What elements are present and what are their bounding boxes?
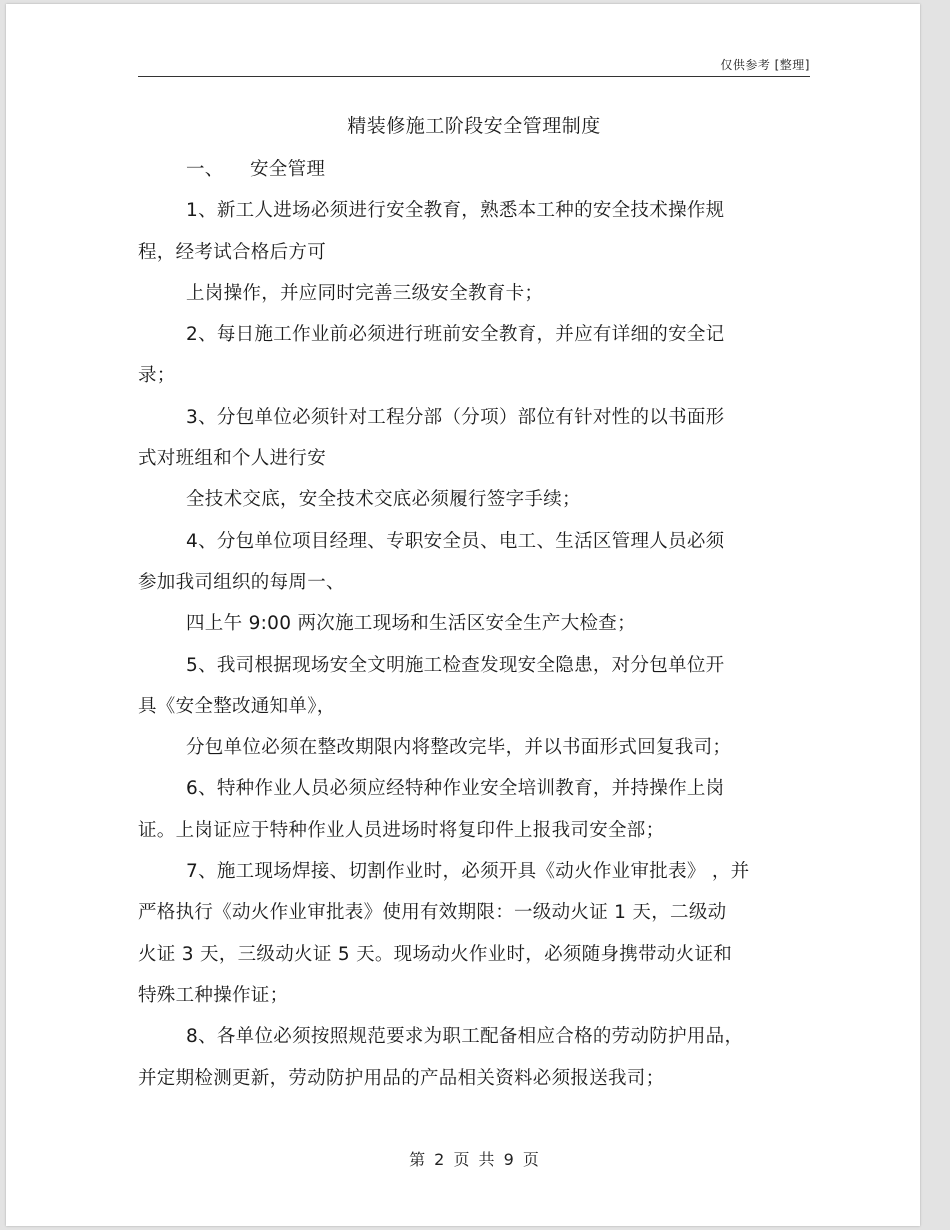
paragraph-line: 参加我司组织的每周一、 [138, 571, 345, 593]
document-title: 精装修施工阶段安全管理制度 [347, 115, 601, 137]
paragraph-line: 1、新工人进场必须进行安全教育，熟悉本工种的安全技术操作规 [186, 200, 725, 222]
section-number: 一、 [186, 159, 224, 180]
paragraph-line: 6、特种作业人员必须应经特种作业安全培训教育，并持操作上岗 [186, 778, 725, 800]
paragraph-line: 3、分包单位必须针对工程分部（分项）部位有针对性的以书面形 [186, 406, 725, 428]
paragraph-line: 式对班组和个人进行安 [138, 448, 327, 470]
page-footer: 第 2 页 共 9 页 [409, 1150, 541, 1169]
paragraph-line: 证。上岗证应于特种作业人员进场时将复印件上报我司安全部； [138, 819, 665, 841]
paragraph-line: 上岗操作，并应同时完善三级安全教育卡； [186, 282, 544, 304]
paragraph-line: 并定期检测更新，劳动防护用品的产品相关资料必须报送我司； [138, 1067, 665, 1089]
section-heading [138, 158, 810, 182]
page-header [138, 54, 810, 77]
paragraph-line: 7、施工现场焊接、切割作业时，必须开具《动火作业审批表》 ，并 [186, 861, 750, 883]
paragraph-line: 全技术交底，安全技术交底必须履行签字手续； [186, 489, 581, 511]
header-note: 仅供参考 [整理] [720, 58, 810, 72]
paragraph-line: 5、我司根据现场安全文明施工检查发现安全隐患，对分包单位开 [186, 654, 725, 676]
paragraph-line: 4、分包单位项目经理、专职安全员、电工、生活区管理人员必须 [186, 530, 725, 552]
paragraph-line: 分包单位必须在整改期限内将整改完毕，并以书面形式回复我司； [186, 737, 732, 759]
paragraph-line: 录； [138, 365, 176, 387]
paragraph-line: 特殊工种操作证； [138, 984, 289, 1006]
document-body [138, 113, 810, 1108]
paragraph-line: 严格执行《动火作业审批表》使用有效期限：一级动火证 1 天，二级动 [138, 902, 727, 924]
paragraph-line: 8、各单位必须按照规范要求为职工配备相应合格的劳动防护用品， [186, 1026, 744, 1048]
paragraph-line: 具《安全整改通知单》， [138, 695, 336, 717]
paragraph-line: 2、每日施工作业前必须进行班前安全教育，并应有详细的安全记 [186, 324, 725, 346]
paragraph-line: 四上午 9:00 两次施工现场和生活区安全生产大检查； [186, 613, 636, 635]
paragraph-line: 程，经考试合格后方可 [138, 241, 327, 263]
paragraph-line: 火证 3 天，三级动火证 5 天。现场动火作业时，必须随身携带动火证和 [138, 943, 733, 965]
section-title: 安全管理 [250, 159, 326, 180]
